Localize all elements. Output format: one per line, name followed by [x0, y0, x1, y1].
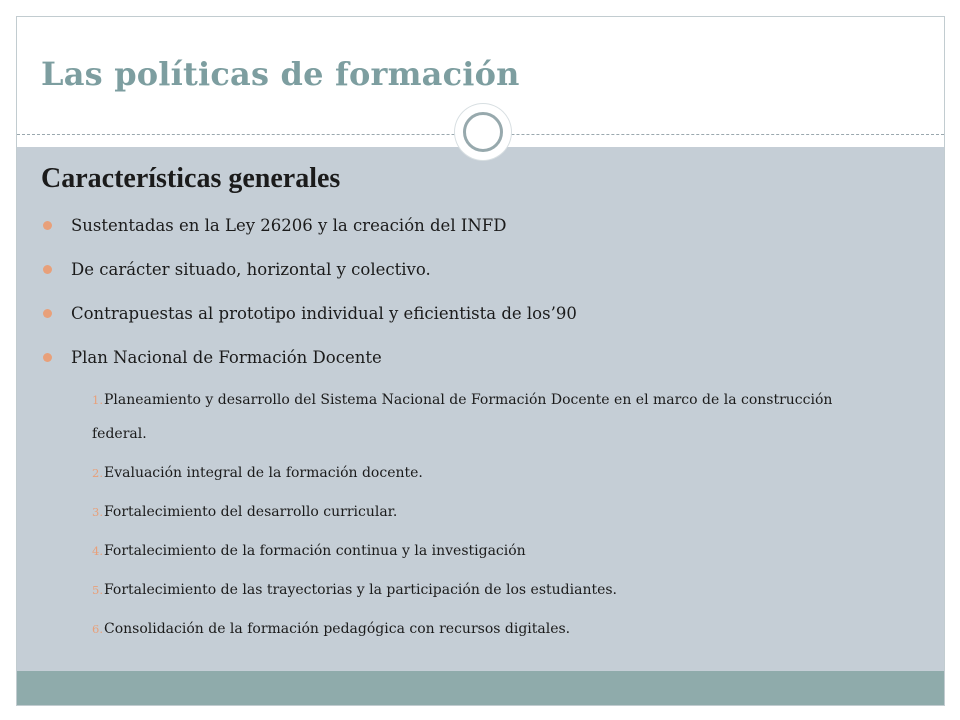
bullet-text: Contrapuestas al prototipo individual y eficientista de los’90: [71, 304, 577, 323]
item-number: 4.: [92, 544, 103, 558]
item-number: 3.: [92, 505, 103, 519]
numbered-item: [92, 495, 852, 529]
item-number: 2.: [92, 466, 103, 480]
item-text: Consolidación de la formación pedagógica con recursos digitales.: [103, 621, 571, 637]
circle-ring: [463, 112, 503, 152]
bullet-item: [41, 301, 921, 345]
bullet-dot-icon: [43, 353, 52, 362]
numbered-item: [92, 456, 852, 490]
item-number: 1.: [92, 393, 103, 407]
numbered-item: [92, 573, 852, 607]
numbered-list: [92, 383, 852, 651]
bullet-text: Sustentadas en la Ley 26206 y la creación del INFD: [71, 216, 507, 235]
bullet-item: [41, 257, 921, 301]
bullet-dot-icon: [43, 221, 52, 230]
footer-band: [17, 671, 944, 705]
item-text: Fortalecimiento de las trayectorias y la participación de los estudiantes.: [103, 582, 618, 598]
item-text: Evaluación integral de la formación docente.: [103, 465, 423, 481]
item-text: Fortalecimiento del desarrollo curricular.: [103, 504, 398, 520]
numbered-item: [92, 534, 852, 568]
bullet-text: De carácter situado, horizontal y colectivo.: [71, 260, 431, 279]
slide-subtitle: Características generales: [41, 163, 341, 194]
circle-ornament-icon: [455, 104, 511, 160]
item-text: Fortalecimiento de la formación continua y la investigación: [103, 543, 526, 559]
bullet-dot-icon: [43, 265, 52, 274]
bullet-item: [41, 213, 921, 257]
item-number: 6.: [92, 622, 103, 636]
numbered-item: [92, 612, 852, 646]
bullet-dot-icon: [43, 309, 52, 318]
bullet-list: [41, 213, 921, 389]
slide-title: Las políticas de formación: [41, 55, 520, 93]
numbered-item: [92, 383, 852, 451]
item-number: 5.: [92, 583, 103, 597]
slide: [16, 16, 945, 706]
bullet-text: Plan Nacional de Formación Docente: [71, 348, 382, 367]
item-text: Planeamiento y desarrollo del Sistema Nacional de Formación Docente en el marco de la construcción federal.: [92, 392, 833, 442]
